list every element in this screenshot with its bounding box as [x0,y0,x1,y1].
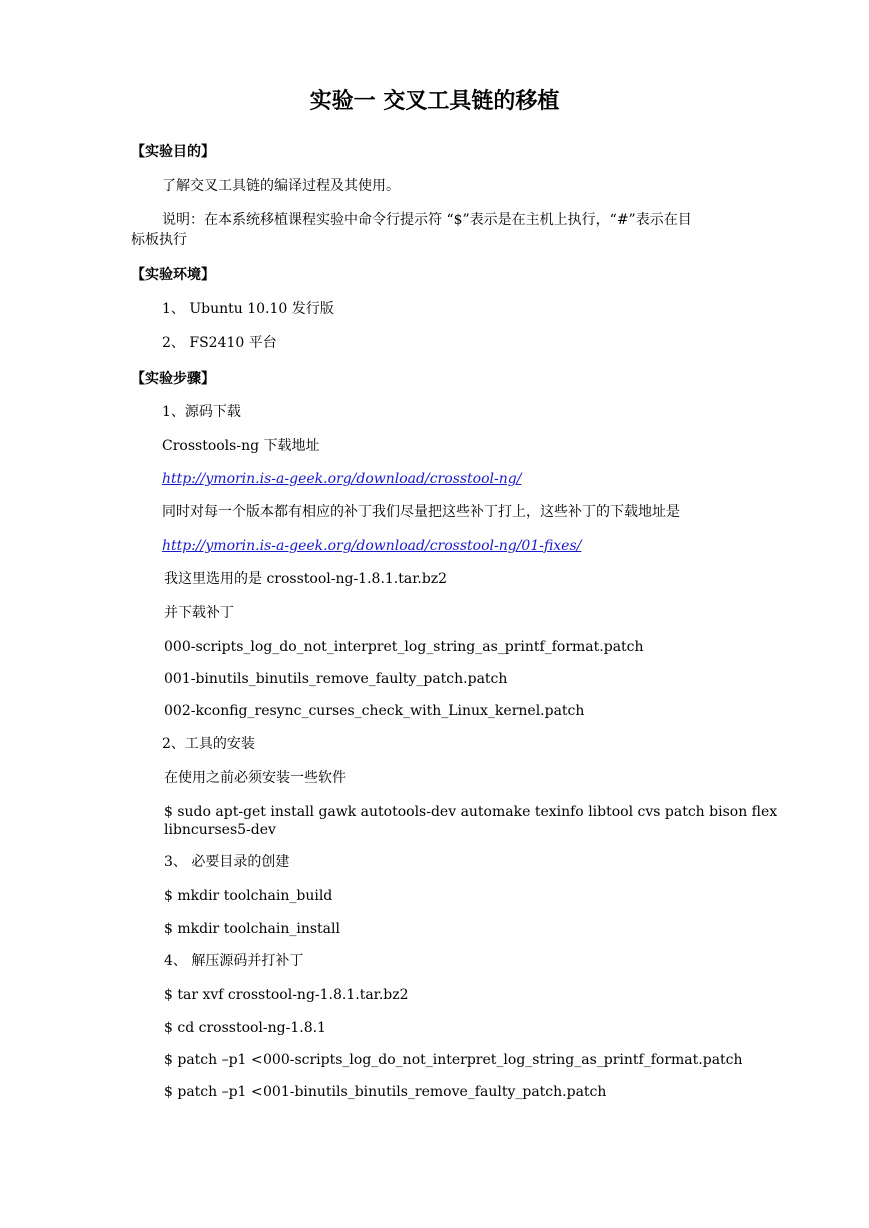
step4-title: 4、 解压源码并打补丁 [164,953,304,969]
step4-patch-command-1 [164,1051,743,1069]
step4-command-tar: $ tar xvf crosstool-ng-1.8.1.tar.bz2 [164,987,409,1003]
crosstool-download-link[interactable]: http://ymorin.is-a-geek.org/download/crosstool-ng/ [162,471,522,487]
step3-command-build: $ mkdir toolchain_build [164,888,333,904]
patch-file-name: 001-binutils_binutils_remove_faulty_patch.patch [263,1084,607,1100]
step2-intro: 在使用之前必须安装一些软件 [164,770,346,786]
step1-download-label: Crosstools-ng 下载地址 [162,438,320,454]
section-heading-steps: 【实验步骤】 [131,371,215,387]
patch-prefix: $ patch –p1 < [164,1084,263,1100]
step1-download-patches: 并下载补丁 [164,605,234,621]
step1-link1-row [162,470,521,488]
step1-title: 1、源码下载 [162,404,241,420]
step4-patch-command-2 [164,1083,606,1101]
patch-download-link[interactable]: http://ymorin.is-a-geek.org/download/crosstool-ng/01-fixes/ [162,538,582,554]
env-item-platform: 2、 FS2410 平台 [162,335,277,351]
section-heading-purpose: 【实验目的】 [131,144,215,160]
patch-file-001: 001-binutils_binutils_remove_faulty_patch.patch [164,671,508,687]
purpose-text: 了解交叉工具链的编译过程及其使用。 [162,178,400,194]
step2-command-line1: $ sudo apt-get install gawk autotools-dev automake texinfo libtool cvs patch bison flex [164,804,778,820]
step1-link2-row [162,537,581,555]
prompt-note-line2: 标板执行 [131,232,187,248]
step4-command-cd: $ cd crosstool-ng-1.8.1 [164,1020,326,1036]
step1-chosen-version: 我这里选用的是 crosstool-ng-1.8.1.tar.bz2 [164,571,448,587]
step3-command-install: $ mkdir toolchain_install [164,921,340,937]
step1-patch-note: 同时对每一个版本都有相应的补丁我们尽量把这些补丁打上，这些补丁的下载地址是 [162,504,680,520]
document-title: 实验一 交叉工具链的移植 [309,89,560,114]
step3-title: 3、 必要目录的创建 [164,854,290,870]
patch-file-name: 000-scripts_log_do_not_interpret_log_string_as_printf_format.patch [263,1052,743,1068]
section-heading-environment: 【实验环境】 [131,267,215,283]
patch-file-000: 000-scripts_log_do_not_interpret_log_string_as_printf_format.patch [164,639,644,655]
prompt-note-line1: 说明：在本系统移植课程实验中命令行提示符 “$”表示是在主机上执行，“#”表示在目 [162,212,692,228]
env-item-ubuntu: 1、 Ubuntu 10.10 发行版 [162,301,334,317]
step2-title: 2、工具的安装 [162,736,255,752]
patch-file-002: 002-kconfig_resync_curses_check_with_Linux_kernel.patch [164,703,585,719]
patch-prefix: $ patch –p1 < [164,1052,263,1068]
step2-command-line2: libncurses5-dev [164,822,276,838]
